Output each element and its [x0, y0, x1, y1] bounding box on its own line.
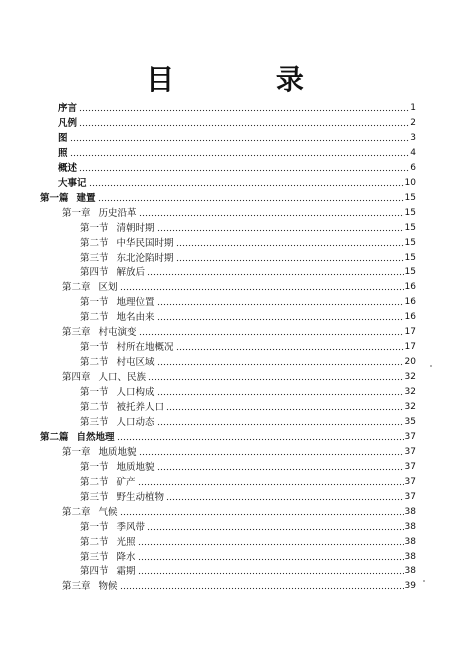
toc-entry-page-number: 17 — [404, 327, 416, 338]
toc-entry-number: 第三节 — [80, 252, 109, 264]
toc-entry-number: 第四章 — [62, 372, 91, 384]
toc-entry[interactable] — [80, 386, 416, 399]
toc-entry-number: 第二节 — [80, 357, 109, 369]
toc-entry-page-number: 38 — [404, 521, 416, 532]
toc-entry-title: 东北沦陷时期 — [116, 252, 174, 264]
toc-entry-label — [80, 416, 156, 429]
toc-entry-page-number: 38 — [404, 506, 416, 517]
dot-leader — [157, 423, 404, 426]
toc-entry-page-number: 16 — [404, 297, 416, 308]
dot-leader — [138, 558, 404, 561]
toc-entry-page-number: 37 — [404, 491, 416, 502]
toc-entry[interactable] — [58, 162, 416, 175]
toc-entry-page-number: 39 — [404, 581, 416, 592]
dot-leader — [70, 139, 410, 142]
toc-entry-label — [40, 431, 116, 444]
toc-entry-page-number: 20 — [404, 357, 416, 368]
toc-entry[interactable] — [40, 431, 416, 444]
toc-entry-number: 第四节 — [80, 566, 109, 578]
toc-entry-title: 自然地理 — [76, 431, 115, 443]
toc-entry[interactable] — [62, 281, 416, 294]
dot-leader — [138, 483, 404, 486]
toc-entry-label — [58, 147, 69, 160]
dot-leader — [138, 543, 404, 546]
toc-entry-title: 光照 — [116, 536, 136, 548]
toc-entry-label — [62, 326, 138, 339]
toc-entry-number: 第二节 — [80, 402, 109, 413]
dot-leader — [79, 124, 409, 127]
toc-entry-label — [80, 461, 156, 474]
toc-entry-number: 第四节 — [80, 267, 109, 279]
toc-entry-number: 第一节 — [80, 297, 109, 309]
toc-entry-title: 解放后 — [116, 267, 146, 279]
dot-leader — [148, 378, 404, 381]
toc-entry[interactable] — [58, 102, 416, 115]
toc-entry-page-number: 4 — [410, 147, 416, 158]
toc-entry-title: 图 — [58, 132, 68, 144]
toc-entry-label — [80, 491, 165, 504]
toc-entry-label — [80, 536, 137, 549]
toc-entry-page-number: 38 — [404, 566, 416, 577]
toc-entry-number: 第三节 — [80, 551, 109, 563]
toc-entry-number: 第三章 — [62, 581, 91, 593]
toc-entry-page-number: 37 — [404, 461, 416, 472]
toc-entry[interactable] — [62, 506, 416, 519]
toc-entry[interactable] — [80, 491, 416, 504]
toc-entry[interactable] — [80, 461, 416, 474]
toc-entry-title: 人口构成 — [116, 387, 155, 399]
toc-entry-label — [80, 565, 137, 578]
toc-entry-label — [62, 580, 119, 593]
toc-entry-page-number: 38 — [404, 536, 416, 547]
toc-entry[interactable] — [80, 237, 416, 250]
toc-entry-page-number: 15 — [404, 237, 416, 248]
toc-entry-page-number: 32 — [404, 372, 416, 383]
toc-entry-page-number: 32 — [404, 402, 416, 412]
toc-entry-title: 清朝时期 — [116, 222, 155, 234]
toc-entry-label — [80, 551, 137, 564]
toc-entry-page-number: 6 — [410, 162, 416, 173]
toc-entry-label — [80, 296, 156, 309]
dot-leader — [176, 259, 404, 262]
toc-entry-title: 序言 — [58, 103, 78, 114]
toc-entry-label — [58, 117, 78, 130]
toc-entry-label — [80, 311, 156, 324]
toc-entry[interactable] — [80, 341, 416, 354]
toc-entry-label — [80, 476, 137, 489]
toc-entry-number: 第三节 — [80, 491, 109, 503]
toc-entry-number: 第一节 — [80, 342, 109, 354]
dot-leader — [176, 244, 404, 247]
dot-leader — [176, 348, 404, 351]
dot-leader — [139, 214, 404, 217]
toc-entry-title: 气候 — [98, 506, 118, 518]
toc-entry-title: 建置 — [76, 192, 96, 204]
toc-entry[interactable] — [80, 565, 416, 578]
toc-entry-title: 村屯区域 — [116, 357, 155, 369]
toc-entry-title: 季风带 — [116, 521, 146, 533]
toc-entry-page-number: 15 — [404, 267, 416, 278]
toc-entry[interactable] — [80, 551, 416, 564]
toc-entry-number: 第二节 — [80, 237, 109, 249]
toc-entry-number: 第一节 — [80, 222, 109, 234]
toc-entry-number: 第二节 — [80, 536, 109, 548]
toc-entry-title: 野生动植物 — [116, 491, 165, 503]
toc-entry-number: 第二篇 — [40, 431, 69, 443]
toc-entry[interactable] — [80, 296, 416, 309]
dot-leader — [157, 363, 404, 366]
toc-entry[interactable] — [80, 252, 416, 265]
toc-entry-title: 物候 — [98, 581, 118, 593]
dot-leader — [70, 154, 410, 157]
toc-entry-number: 第二章 — [62, 282, 91, 294]
toc-entry[interactable] — [58, 117, 416, 130]
toc-entry-label — [80, 356, 156, 369]
toc-entry-number: 第一章 — [62, 446, 91, 458]
toc-entry-number: 第一节 — [80, 461, 109, 473]
dot-leader — [79, 109, 409, 112]
toc-entry-label — [62, 371, 147, 384]
toc-entry-title: 大事记 — [58, 177, 87, 189]
toc-entry-label — [80, 266, 146, 279]
dot-leader — [120, 288, 404, 291]
toc-entry-label — [80, 386, 156, 399]
toc-entry[interactable] — [80, 311, 416, 324]
dot-leader — [138, 572, 404, 575]
toc-entry-label — [80, 237, 175, 250]
toc-entry-title: 降水 — [116, 551, 136, 563]
toc-entry-number: 第一篇 — [40, 192, 69, 204]
toc-entry-label — [62, 207, 138, 220]
dot-leader — [157, 318, 404, 321]
toc-entry-title: 村屯演变 — [98, 327, 137, 339]
toc-entry-title: 凡例 — [58, 117, 78, 129]
toc-entry-title: 地名由来 — [116, 312, 155, 324]
toc-entry[interactable] — [80, 416, 416, 429]
toc-entry[interactable] — [80, 401, 416, 414]
toc-entry-page-number: 16 — [404, 282, 416, 293]
dot-leader — [120, 513, 404, 516]
toc-entry-page-number: 15 — [404, 222, 416, 233]
toc-entry-title: 区划 — [98, 282, 118, 294]
toc-entry-page-number: 15 — [404, 207, 416, 218]
toc-entry-title: 村所在地概况 — [116, 342, 174, 354]
toc-entry-title: 地质地貌 — [116, 461, 155, 473]
toc-entry[interactable] — [80, 536, 416, 549]
toc-entry[interactable] — [40, 192, 416, 205]
toc-entry-title: 人口、民族 — [98, 372, 147, 384]
toc-entry-label — [58, 132, 69, 145]
page-title: 目 录 — [146, 63, 350, 96]
toc-entry[interactable] — [80, 266, 416, 279]
dot-leader — [147, 273, 404, 276]
toc-entry-label — [80, 222, 156, 235]
dot-leader — [79, 169, 409, 172]
dot-leader — [157, 393, 404, 396]
toc-entry-page-number: 10 — [404, 177, 416, 188]
toc-entry-number: 第一节 — [80, 521, 109, 533]
toc-entry-label — [58, 162, 78, 175]
toc-entry-title: 照 — [58, 147, 68, 159]
toc-entry-label — [62, 506, 119, 519]
toc-entry-number: 第二章 — [62, 506, 91, 518]
toc-entry-page-number: 3 — [410, 132, 416, 143]
toc-entry-page-number: 17 — [404, 342, 416, 353]
toc-entry[interactable] — [58, 147, 416, 160]
toc-entry[interactable] — [80, 476, 416, 489]
toc-entry[interactable] — [62, 446, 416, 459]
dot-leader — [139, 333, 404, 336]
toc-entry-page-number: 38 — [404, 551, 416, 562]
toc-entry[interactable] — [80, 521, 416, 534]
toc-entry-title: 人口动态 — [116, 416, 155, 428]
toc-entry-label — [80, 401, 165, 414]
toc-entry-number: 第二节 — [80, 476, 109, 488]
toc-entry[interactable] — [80, 222, 416, 235]
toc-entry-title: 地理位置 — [116, 297, 155, 309]
scan-speck — [430, 365, 432, 367]
toc-entry[interactable] — [62, 371, 416, 384]
toc-entry-number: 第一节 — [80, 387, 109, 399]
toc-entry-page-number: 15 — [404, 252, 416, 263]
toc-entry-title: 霜期 — [116, 566, 136, 578]
toc-entry-page-number: 16 — [404, 312, 416, 323]
toc-entry-label — [80, 521, 146, 534]
toc-entry-label — [40, 192, 97, 205]
toc-entry-number: 第三节 — [80, 416, 109, 428]
toc-entry-page-number: 35 — [404, 416, 416, 427]
toc-entry[interactable] — [62, 207, 416, 220]
dot-leader — [166, 408, 404, 411]
dot-leader — [120, 587, 404, 590]
dot-leader — [157, 303, 404, 306]
toc-entry-number: 第一章 — [62, 207, 91, 219]
toc-entry-label — [62, 446, 138, 459]
toc-entry-title: 历史沿革 — [98, 207, 137, 219]
toc-entry-number: 第二节 — [80, 312, 109, 324]
dot-leader — [139, 453, 404, 456]
dot-leader — [89, 184, 404, 187]
toc-entry[interactable] — [58, 177, 416, 190]
toc-entry-title: 矿产 — [116, 476, 136, 488]
toc-entry-page-number: 32 — [404, 387, 416, 398]
toc-entry[interactable] — [80, 356, 416, 369]
dot-leader — [98, 199, 404, 202]
toc-entry-page-number: 37 — [404, 476, 416, 487]
toc-entry-label — [80, 252, 175, 265]
toc-entry-label — [80, 341, 175, 354]
scan-speck — [423, 580, 425, 582]
dot-leader — [166, 498, 404, 501]
toc-entry-title: 中华民国时期 — [116, 237, 174, 249]
toc-entry-label — [62, 281, 119, 294]
dot-leader — [157, 229, 404, 232]
toc-entry[interactable] — [62, 326, 416, 339]
toc-entry-title: 被托养人口 — [116, 402, 165, 413]
toc-entry-title: 地质地貌 — [98, 446, 137, 458]
dot-leader — [147, 528, 404, 531]
toc-entry-page-number: 37 — [404, 446, 416, 457]
dot-leader — [157, 468, 404, 471]
toc-entry-page-number: 37 — [404, 431, 416, 442]
dot-leader — [117, 438, 404, 441]
toc-entry[interactable] — [58, 132, 416, 145]
toc-entry-title: 概述 — [58, 162, 78, 174]
toc-entry-page-number: 1 — [410, 103, 416, 113]
toc-entry-page-number: 2 — [410, 117, 416, 128]
toc-entry-label — [58, 102, 78, 115]
toc-entry[interactable] — [62, 580, 416, 593]
toc-entry-page-number: 15 — [404, 192, 416, 203]
toc-entry-number: 第三章 — [62, 327, 91, 339]
toc-entry-label — [58, 177, 88, 190]
